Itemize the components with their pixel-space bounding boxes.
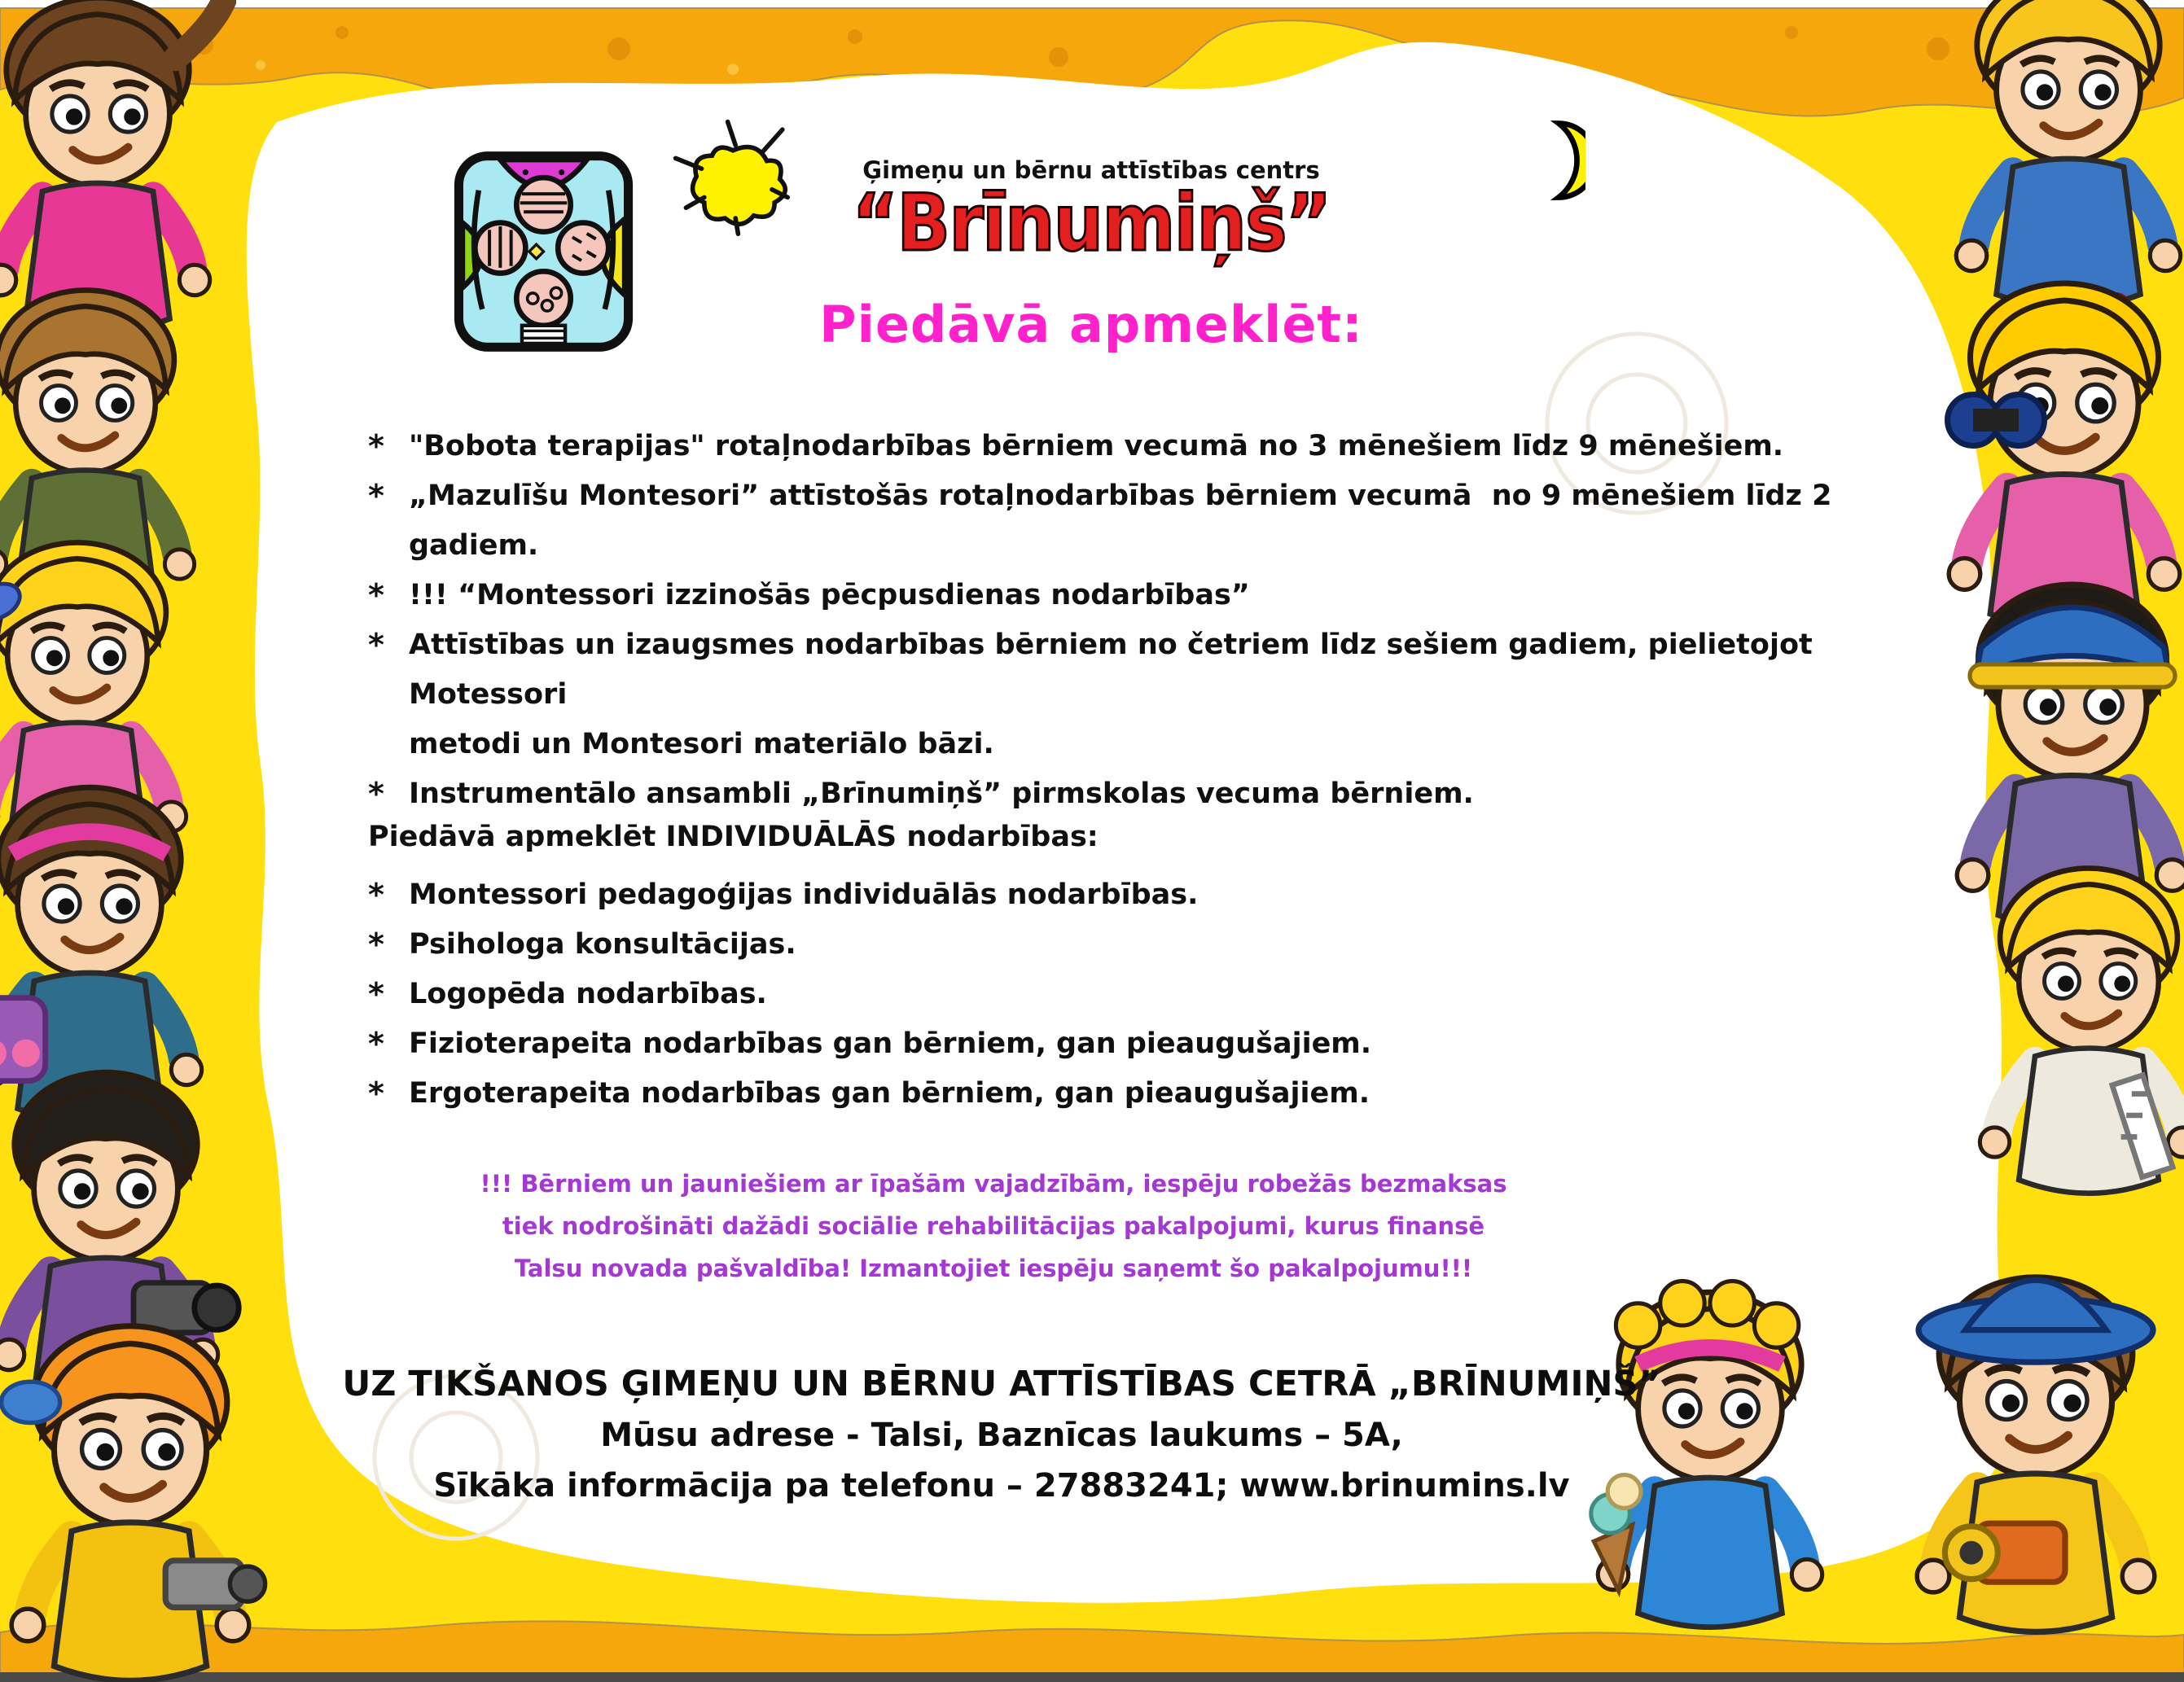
- offer-text: Attīstības un izaugsmes nodarbības bērniem no četriem līdz sešiem gadiem, pielietojot Motessori: [409, 629, 1822, 711]
- bullet-marker: *: [368, 478, 384, 514]
- bullet-marker: *: [368, 776, 384, 812]
- offer-item: [368, 422, 1875, 471]
- page-subtitle: Piedāvā apmeklēt:: [819, 295, 1363, 354]
- notice-line: !!! Bērniem un jauniešiem ar īpašām vajadzībām, iespēju robežās bezmaksas: [480, 1170, 1507, 1198]
- boy-camera-bottom-right: [1889, 1254, 2182, 1664]
- footer-meeting-line: UZ TIKŠANOS ĢIMEŅU UN BĒRNU ATTĪSTĪBAS CETRĀ „BRĪNUMIŅŠ”: [342, 1364, 1661, 1404]
- bullet-marker: *: [368, 877, 384, 913]
- individual-text: Montessori pedagoģijas individuālās nodarbības.: [409, 878, 1199, 911]
- offer-item: [368, 769, 1875, 819]
- offer-text: „Mazulīšu Montesori” attīstošās rotaļnodarbības bērniem vecumā no 9 mēnešiem līdz 2 gadiem.: [409, 480, 1842, 562]
- footer-phone-website-line: Sīkāka informācija pa telefonu – 27883241; www.brinumins.lv: [433, 1467, 1570, 1505]
- notice-line: tiek nodrošināti dažādi sociālie rehabilitācijas pakalpojumi, kurus finansē: [502, 1212, 1485, 1240]
- bullet-marker: *: [368, 1026, 384, 1062]
- offer-text: metodi un Montesori materiālo bāzi.: [409, 728, 994, 760]
- individual-item: [368, 970, 1875, 1019]
- offer-text: Instrumentālo ansambli „Brīnumiņš” pirmskolas vecuma bērniem.: [409, 777, 1474, 810]
- footer-address-line: Mūsu adrese - Talsi, Baznīcas laukums – 5A,: [600, 1417, 1403, 1454]
- individual-item: [368, 1069, 1875, 1119]
- individual-text: Psihologa konsultācijas.: [409, 928, 796, 961]
- individual-text: Fizioterapeita nodarbības gan bērniem, gan pieaugušajiem.: [409, 1027, 1372, 1060]
- offer-item: [368, 620, 1875, 720]
- individual-heading: Piedāvā apmeklēt INDIVIDUĀLĀS nodarbības:: [368, 821, 1099, 853]
- logo-babies-icon: [452, 151, 635, 353]
- free-services-notice: [350, 1163, 1637, 1290]
- org-title: Ģimeņu un bērnu attīstības centrs: [862, 156, 1320, 184]
- bullet-marker: *: [368, 627, 384, 663]
- bottom-edge-line: [0, 1672, 2184, 1682]
- brand-title: “Brīnumiņš”: [852, 177, 1331, 269]
- offer-text: "Bobota terapijas" rotaļnodarbības bērniem vecumā no 3 mēnešiem līdz 9 mēnešiem.: [409, 430, 1784, 462]
- offer-text: !!! “Montessori izzinošās pēcpusdienas nodarbības”: [409, 579, 1250, 611]
- individual-text: Ergoterapeita nodarbības gan bērniem, gan pieaugušajiem.: [409, 1077, 1370, 1110]
- offers-list: [368, 422, 1875, 819]
- individual-text: Logopēda nodarbības.: [409, 978, 767, 1010]
- bullet-marker: *: [368, 926, 384, 962]
- bullet-marker: *: [368, 976, 384, 1012]
- bullet-marker: *: [368, 1075, 384, 1111]
- individual-item: [368, 920, 1875, 970]
- footer-contact: [228, 1358, 1775, 1511]
- offer-item: [368, 571, 1875, 620]
- offer-item-continuation: [368, 720, 1875, 769]
- individual-item: [368, 1019, 1875, 1069]
- bullet-marker: *: [368, 428, 384, 464]
- boy-ruler-right: [1954, 847, 2184, 1223]
- individual-item: [368, 870, 1875, 920]
- bullet-marker: *: [368, 577, 384, 613]
- individual-section: [368, 813, 1875, 1119]
- offer-item: [368, 471, 1875, 571]
- notice-line: Talsu novada pašvaldība! Izmantojiet iespēju saņemt šo pakalpojumu!!!: [514, 1255, 1473, 1282]
- moon-icon: [1508, 107, 1585, 213]
